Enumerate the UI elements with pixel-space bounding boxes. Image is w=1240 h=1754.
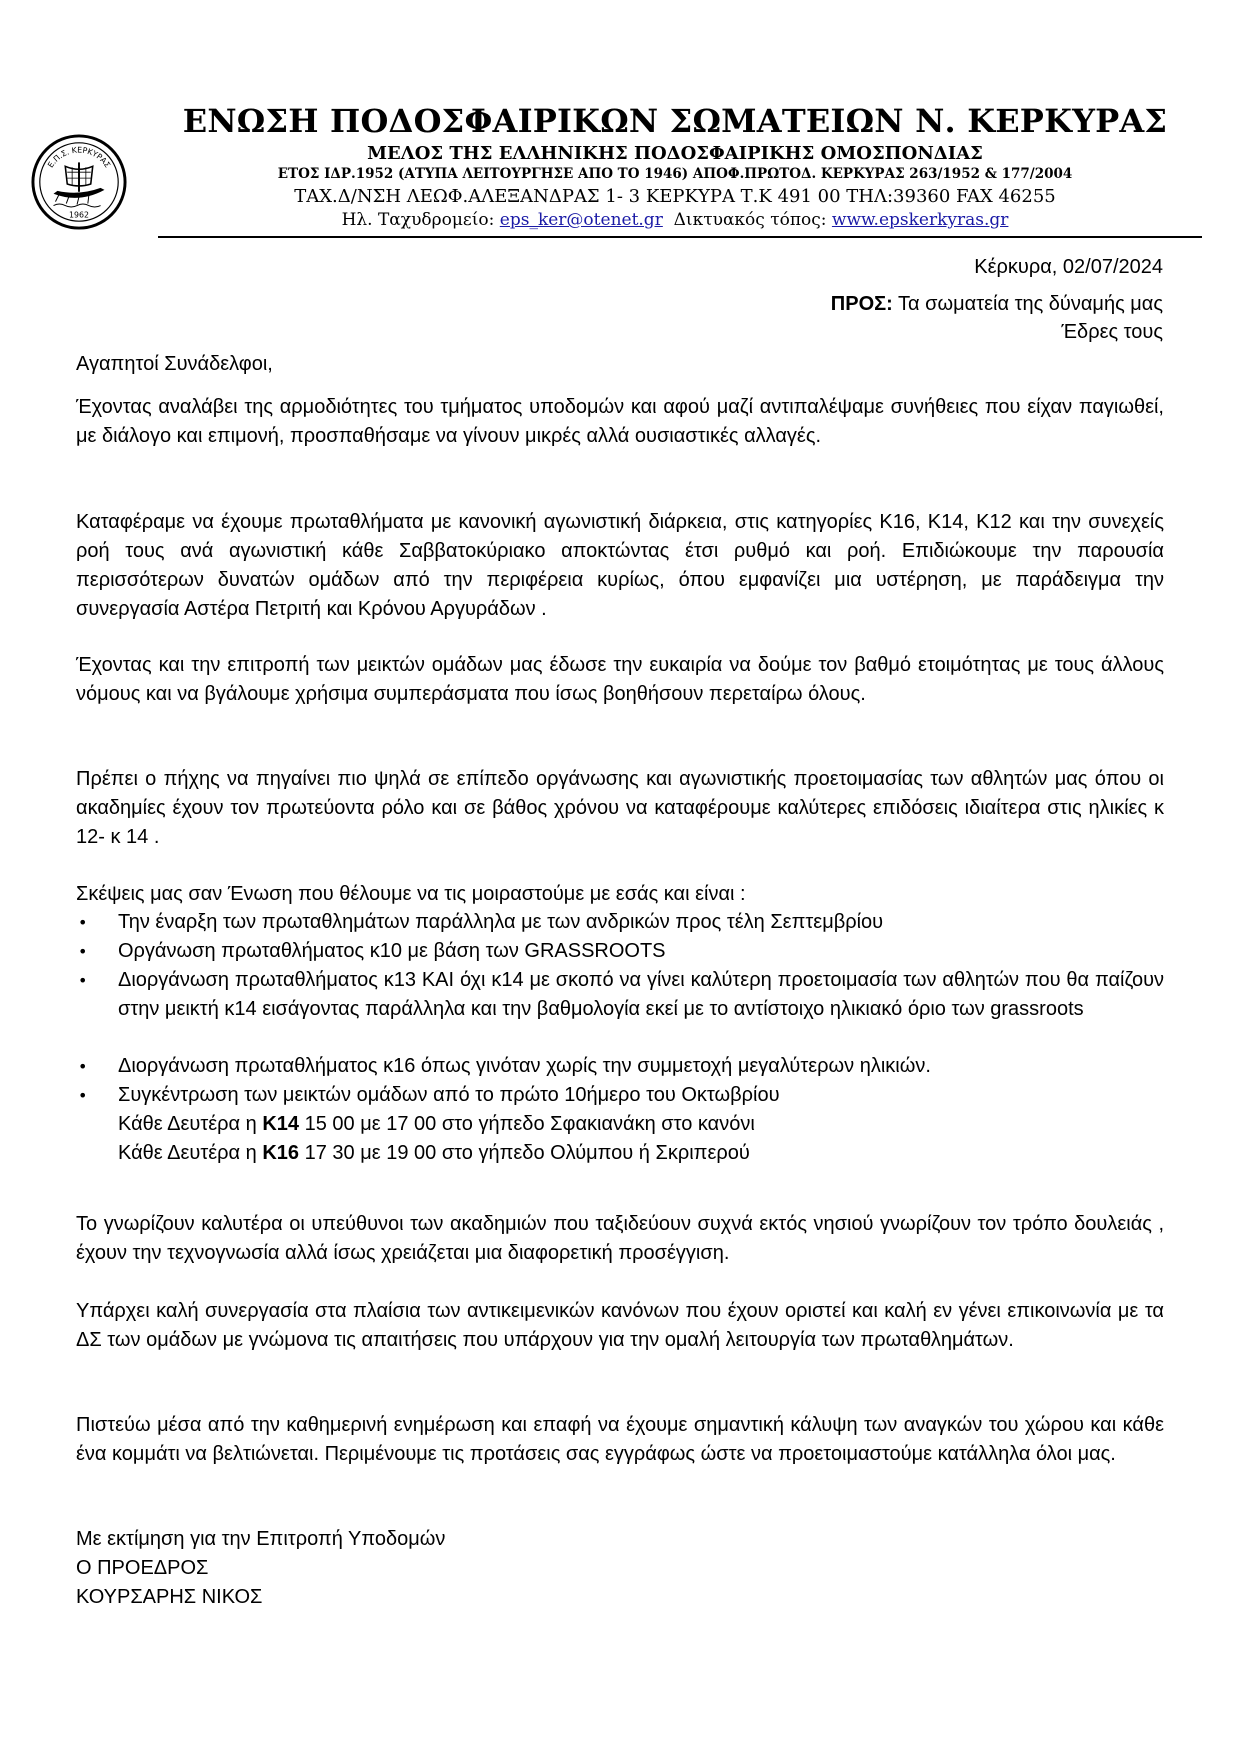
website-link[interactable]: www.epskerkyras.gr — [831, 210, 1009, 230]
schedule-line-k16 — [118, 1139, 750, 1168]
recipient-text: Τα σωματεία της δύναμής μας — [898, 293, 1163, 315]
paragraph-7: Υπάρχει καλή συνεργασία στα πλαίσια των αντικειμενικών κανόνων που έχουν οριστεί και καλή εν γένει επικοινωνία με τα ΔΣ των ομάδων με γνώμονα τις απαιτήσεις που υπάρχουν για την ομαλή λειτουργία των πρωταθλημάτων. — [76, 1300, 1164, 1351]
ship-emblem-icon — [30, 133, 128, 231]
org-contact — [150, 210, 1200, 230]
bullet-item-1: Την έναρξη των πρωταθλημάτων παράλληλα με των ανδρικών προς τέλη Σεπτεμβρίου — [118, 911, 884, 933]
email-label: Ηλ. Ταχυδρομείο: — [341, 210, 495, 230]
paragraph-6: Το γνωρίζουν καλυτέρα οι υπεύθυνοι των ακαδημιών που ταξιδεύουν συχνά εκτός νησιού γνωρίζουν τον τρόπο δουλειάς , έχουν την τεχνογνωσία αλλά ίσως χρειάζεται μια διαφορετική προσέγγιση. — [76, 1213, 1164, 1264]
bullet-item-2: Οργάνωση πρωταθλήματος κ10 με βάση των GRASSROOTS — [118, 940, 666, 962]
signature-title: Ο ΠΡΟΕΔΡΟΣ — [76, 1557, 209, 1579]
bullet-icon: • — [78, 1057, 88, 1076]
schedule-team: Κ14 — [262, 1113, 300, 1135]
org-title: ΕΝΩΣΗ ΠΟΔΟΣΦΑΙΡΙΚΩΝ ΣΩΜΑΤΕΙΩΝ Ν. ΚΕΡΚΥΡΑΣ — [182, 102, 1168, 140]
paragraph-4: Πρέπει ο πήχης να πηγαίνει πιο ψηλά σε επίπεδο οργάνωσης και αγωνιστικής προετοιμασίας των αθλητών μας όπου οι ακαδημίες έχουν τον πρωτεύοντα ρόλο και σε βάθος χρόνου να καταφέρουμε καλύτερες επιδόσεις ιδιαίτερα στις ηλικίες κ 12- κ 14 . — [76, 768, 1164, 848]
recipient-label: ΠΡΟΣ: — [830, 293, 893, 315]
org-address: ΤΑΧ.Δ/ΝΣΗ ΛΕΩΦ.ΑΛΕΞΑΝΔΡΑΣ 1- 3 ΚΕΡΚΥΡΑ Τ.Κ 491 00 ΤΗΛ:39360 FAX 46255 — [294, 186, 1056, 207]
org-membership: ΜΕΛΟΣ ΤΗΣ ΕΛΛΗΝΙΚΗΣ ΠΟΔΟΣΦΑΙΡΙΚΗΣ ΟΜΟΣΠΟΝΔΙΑΣ — [367, 143, 983, 164]
email-link[interactable]: eps_ker@otenet.gr — [499, 210, 663, 230]
bullet-item-5: Συγκέντρωση των μεικτών ομάδων από το πρώτο 10ήμερο του Οκτωβρίου — [118, 1084, 780, 1106]
bullet-icon: • — [78, 971, 88, 990]
schedule-details: 17 30 με 19 00 στο γήπεδο Ολύμπου ή Σκριπερού — [299, 1142, 750, 1164]
recipient-line-2: Έδρες τους — [1061, 321, 1163, 343]
bullet-icon: • — [78, 913, 88, 932]
paragraph-5: Σκέψεις μας σαν Ένωση που θέλουμε να τις μοιραστούμε με εσάς και είναι : — [76, 883, 746, 905]
header-divider — [158, 236, 1202, 238]
bullet-icon: • — [78, 1086, 88, 1105]
letter-date: Κέρκυρα, 02/07/2024 — [974, 256, 1163, 278]
web-label: Δικτυακός τόπος: — [673, 210, 827, 230]
schedule-line-k14 — [118, 1110, 755, 1139]
schedule-details: 15 00 με 17 00 στο γήπεδο Σφακιανάκη στο κανόνι — [299, 1113, 755, 1135]
bullet-item-4: Διοργάνωση πρωταθλήματος κ16 όπως γινόταν χωρίς την συμμετοχή μεγαλύτερων ηλικιών. — [118, 1055, 931, 1077]
paragraph-1: Έχοντας αναλάβει της αρμοδιότητες του τμήματος υποδομών και αφού μαζί αντιπαλέψαμε συνήθειες που είχαν παγιωθεί, με διάλογο και επιμονή, προσπαθήσαμε να γίνουν μικρές αλλά ουσιαστικές αλλαγές. — [76, 396, 1164, 447]
org-founding: ΕΤΟΣ ΙΔΡ.1952 (ΑΤΥΠΑ ΛΕΙΤΟΥΡΓΗΣΕ ΑΠΟ ΤΟ 1946) ΑΠΟΦ.ΠΡΩΤΟΔ. ΚΕΡΚΥΡΑΣ 263/1952 & 177/2004 — [277, 166, 1073, 182]
schedule-prefix: Κάθε Δευτέρα η — [118, 1113, 263, 1135]
paragraph-8: Πιστεύω μέσα από την καθημερινή ενημέρωση και επαφή να έχουμε σημαντική κάλυψη των αναγκών του χώρου και κάθε ένα κομμάτι να βελτιώνεται. Περιμένουμε τις προτάσεις σας εγγράφως ώστε να προετοιμαστούμε κατάλληλα όλοι μας. — [76, 1414, 1164, 1465]
schedule-prefix: Κάθε Δευτέρα η — [118, 1142, 263, 1164]
signature-closing: Με εκτίμηση για την Επιτροπή Υποδομών — [76, 1528, 446, 1550]
schedule-team: Κ16 — [262, 1142, 300, 1164]
logo-text-bottom: 1962 — [69, 210, 89, 220]
bullet-icon: • — [78, 942, 88, 961]
logo-text-top: Ε.Π.Σ. ΚΕΡΚΥΡΑΣ — [45, 145, 113, 170]
signature-name: ΚΟΥΡΣΑΡΗΣ ΝΙΚΟΣ — [76, 1586, 263, 1608]
paragraph-2: Καταφέραμε να έχουμε πρωταθλήματα με κανονική αγωνιστική διάρκεια, στις κατηγορίες Κ16, Κ14, Κ12 και την συνεχείς ροή τους ανά αγωνιστική κάθε Σαββατοκύριακο αποκτώντας έτσι ρυθμό και ροή. Επιδιώκουμε την παρουσία περισσότερων δυνατών ομάδων από την περιφέρεια κυρίως, όπου εμφανίζει μια υστέρηση, με παράδειγμα την συνεργασία Αστέρα Πετριτή και Κρόνου Αργυράδων . — [76, 511, 1164, 620]
recipient-line-1 — [831, 290, 1163, 319]
greeting: Αγαπητοί Συνάδελφοι, — [76, 353, 273, 375]
paragraph-3: Έχοντας και την επιτροπή των μεικτών ομάδων μας έδωσε την ευκαιρία να δούμε τον βαθμό ετοιμότητας με τους άλλους νόμους και να βγάλουμε χρήσιμα συμπεράσματα που ίσως βοηθήσουν περεταίρω όλους. — [76, 654, 1164, 705]
bullet-item-3: Διοργάνωση πρωταθλήματος κ13 ΚΑΙ όχι κ14 με σκοπό να γίνει καλύτερη προετοιμασία των αθλητών που θα παίζουν στην μεικτή κ14 εισάγοντας παράλληλα και την βαθμολογία εκεί με το αντίστοιχο ηλικιακό όριο των grassroots — [118, 969, 1164, 1020]
